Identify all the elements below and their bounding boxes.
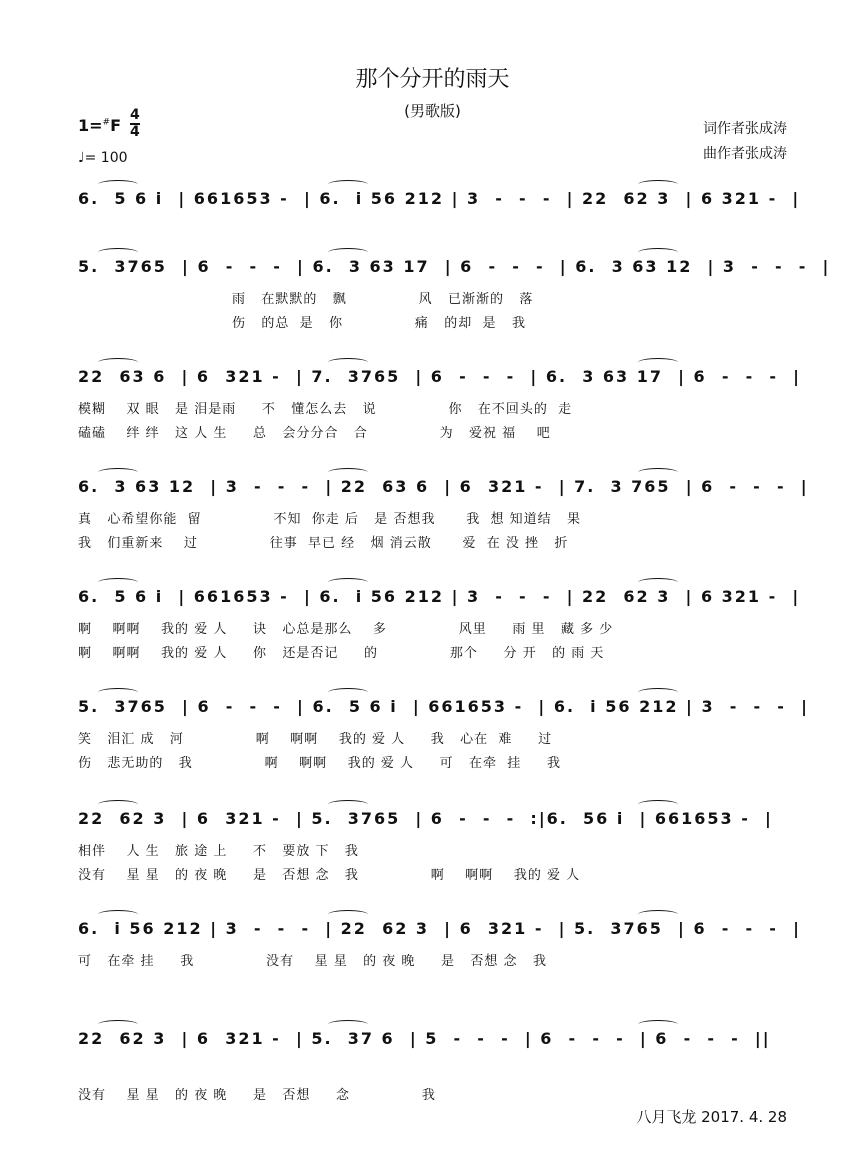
slur-mark [328, 910, 368, 919]
slur-mark [98, 910, 138, 919]
slur-mark [328, 180, 368, 189]
note-line: 22 62 3 | 6 321 - | 5. 37 6 | 5 - - - | 6 - - - | 6 - - - || [78, 1029, 771, 1048]
note-line: 6. 5 6 i | 661653 - | 6. i 56 212 | 3 - - - | 22 62 3 | 6 321 - | [78, 587, 801, 606]
note-line: 6. i 56 212 | 3 - - - | 22 62 3 | 6 321 - | 5. 3765 | 6 - - - | [78, 919, 801, 938]
slur-mark [98, 578, 138, 587]
slur-mark [638, 468, 678, 477]
slur-mark [638, 800, 678, 809]
note-line: 22 63 6 | 6 321 - | 7. 3765 | 6 - - - | 6. 3 63 17 | 6 - - - | [78, 367, 802, 386]
staff-system [78, 364, 802, 441]
slur-mark [98, 468, 138, 477]
time-signature: 4 4 [130, 107, 140, 140]
slur-mark [328, 578, 368, 587]
note-line: 6. 3 63 12 | 3 - - - | 22 63 6 | 6 321 - | 7. 3 765 | 6 - - - | [78, 477, 809, 496]
lyrics-verse-2: 没有 星 星 的 夜 晚 是 否想 念 我 啊 啊啊 我的 爱 人 [78, 868, 581, 883]
slur-mark [638, 180, 678, 189]
note-line: 5. 3765 | 6 - - - | 6. 3 63 17 | 6 - - - | 6. 3 63 12 | 3 - - - | [78, 257, 831, 276]
lyrics-verse-2: 伤 的总 是 你 痛 的却 是 我 [78, 316, 526, 331]
note-line: 22 62 3 | 6 321 - | 5. 3765 | 6 - - - :|6. 56 i | 661653 - | [78, 809, 773, 828]
staff-system [78, 1026, 790, 1103]
slur-mark [98, 688, 138, 697]
staff-system [78, 916, 801, 969]
lyrics-verse-2: 我 们重新来 过 往事 早已 经 烟 消云散 爱 在 没 挫 折 [78, 536, 569, 551]
lyrics-verse-1: 啊 啊啊 我的 爱 人 诀 心总是那么 多 风里 雨 里 藏 多 少 [78, 622, 614, 637]
slur-mark [98, 358, 138, 367]
slur-mark [638, 910, 678, 919]
slur-mark [638, 1020, 678, 1029]
slur-mark [328, 1020, 368, 1029]
lyricist-credit: 词作者张成涛 [703, 121, 787, 137]
staff-system [78, 474, 809, 551]
slur-mark [328, 688, 368, 697]
song-subtitle: (男歌版) [404, 102, 461, 120]
lyrics-verse-2: 磕磕 绊 绊 这 人 生 总 会分分合 合 为 爱祝 福 吧 [78, 426, 551, 441]
lyrics-verse-1: 真 心希望你能 留 不知 你走 后 是 否想我 我 想 知道结 果 [78, 512, 582, 527]
lyrics-verse-2: 伤 悲无助的 我 啊 啊啊 我的 爱 人 可 在牵 挂 我 [78, 756, 561, 771]
slur-mark [98, 248, 138, 257]
staff-system [78, 584, 801, 661]
slur-mark [328, 358, 368, 367]
note-line: 6. 5 6 i | 661653 - | 6. i 56 212 | 3 - - - | 22 62 3 | 6 321 - | [78, 189, 801, 208]
slur-mark [328, 800, 368, 809]
lyrics-verse-1: 雨 在默默的 飘 风 已渐渐的 落 [78, 292, 534, 307]
slur-mark [328, 468, 368, 477]
slur-mark [638, 578, 678, 587]
slur-mark [638, 358, 678, 367]
slur-mark [638, 688, 678, 697]
slur-mark [638, 248, 678, 257]
composer-credit: 曲作者张成涛 [703, 146, 787, 162]
note-line: 5. 3765 | 6 - - - | 6. 5 6 i | 661653 - | 6. i 56 212 | 3 - - - | [78, 697, 809, 716]
slur-mark [328, 248, 368, 257]
lyrics-verse-1: 笑 泪汇 成 河 啊 啊啊 我的 爱 人 我 心在 难 过 [78, 732, 553, 747]
lyrics-verse-1: 相伴 人 生 旅 途 上 不 要放 下 我 [78, 844, 359, 859]
staff-system [78, 186, 801, 216]
lyrics-verse-1: 可 在牵 挂 我 没有 星 星 的 夜 晚 是 否想 念 我 [78, 954, 547, 969]
staff-system [78, 254, 831, 331]
lyrics-verse-1: 模糊 双 眼 是 泪是雨 不 懂怎么去 说 你 在不回头的 走 [78, 402, 573, 417]
signature-date: 八月飞龙 2017. 4. 28 [636, 1108, 787, 1126]
slur-mark [98, 800, 138, 809]
song-title: 那个分开的雨天 [355, 67, 510, 92]
key-signature: 1=#F [78, 116, 122, 135]
lyrics-verse-2: 没有 星 星 的 夜 晚 是 否想 念 我 [78, 1088, 436, 1103]
slur-mark [98, 180, 138, 189]
lyrics-verse-2: 啊 啊啊 我的 爱 人 你 还是否记 的 那个 分 开 的 雨 天 [78, 646, 605, 661]
tempo-marking: ♩= 100 [78, 150, 128, 166]
staff-system [78, 694, 809, 771]
staff-system [78, 806, 790, 883]
slur-mark [98, 1020, 138, 1029]
